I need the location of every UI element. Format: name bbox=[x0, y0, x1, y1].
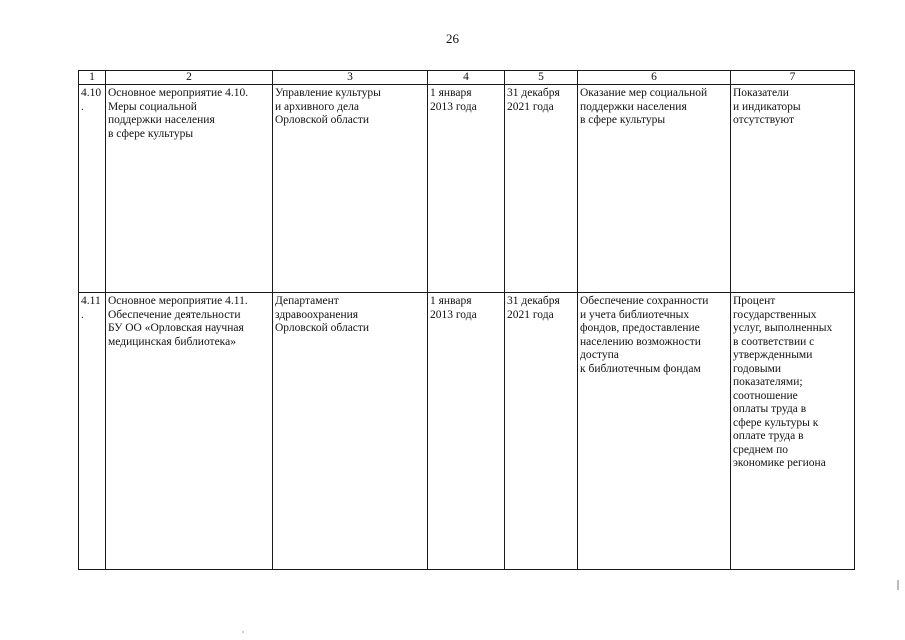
start-date-line: 2013 года bbox=[430, 308, 477, 321]
column-header-3: 3 bbox=[273, 71, 428, 85]
table-header-row bbox=[79, 71, 855, 85]
indicators-line: Процент bbox=[733, 295, 776, 307]
column-header-1: 1 bbox=[79, 71, 106, 85]
indicators-line: утвержденными bbox=[733, 349, 813, 361]
indicators-line: и индикаторы bbox=[733, 100, 801, 113]
end-date-line: 2021 года bbox=[507, 308, 554, 321]
indicators-line: в соответствии с bbox=[733, 335, 815, 348]
measure-name-line: Основное мероприятие 4.10. bbox=[108, 87, 249, 99]
executor-line: здравоохранения bbox=[275, 308, 359, 321]
page-number: 26 bbox=[446, 31, 459, 46]
expected-result-line: Оказание мер социальной bbox=[580, 87, 708, 99]
executor-line: Орловской области bbox=[275, 114, 370, 126]
indicators-line: государственных bbox=[733, 308, 817, 321]
indicators-cell bbox=[731, 85, 855, 293]
indicators-line: оплате труда в bbox=[733, 430, 804, 442]
expected-result-line: поддержки населения bbox=[580, 100, 687, 113]
expected-result-cell bbox=[578, 85, 731, 293]
start-date-line: 2013 года bbox=[430, 100, 477, 113]
indicators-line: годовыми bbox=[733, 362, 782, 375]
measure-name-line: Меры социальной bbox=[108, 100, 197, 113]
indicators-line: услуг, выполненных bbox=[733, 322, 833, 334]
expected-result-cell bbox=[578, 293, 731, 570]
measure-name-line: Обеспечение деятельности bbox=[108, 308, 241, 321]
start-date-cell bbox=[428, 85, 505, 293]
indicators-line: сфере культуры к bbox=[733, 416, 819, 429]
expected-result-line: населению возможности bbox=[580, 335, 701, 348]
indicators-line: соотношение bbox=[733, 389, 798, 402]
indicators-line: Показатели bbox=[733, 87, 789, 99]
start-date-line: 1 января bbox=[430, 87, 472, 99]
indicators-line: среднем по bbox=[733, 443, 788, 456]
expected-result-line: к библиотечным фондам bbox=[580, 362, 701, 375]
indicators-line: экономике региона bbox=[733, 457, 826, 469]
measure-name-line: поддержки населения bbox=[108, 114, 215, 126]
measure-name-line: Основное мероприятие 4.11. bbox=[108, 295, 248, 307]
table-row bbox=[79, 293, 855, 570]
start-date-line: 1 января bbox=[430, 295, 472, 307]
expected-result-line: доступа bbox=[580, 349, 619, 361]
executor-line: и архивного дела bbox=[275, 100, 359, 113]
executor-cell bbox=[273, 85, 428, 293]
start-date-cell bbox=[428, 293, 505, 570]
indicators-line: отсутствуют bbox=[733, 114, 795, 126]
scan-edge-mark bbox=[897, 580, 899, 590]
expected-result-line: фондов, предоставление bbox=[580, 322, 700, 334]
executor-line: Департамент bbox=[275, 295, 339, 307]
table-row bbox=[79, 85, 855, 293]
executor-cell bbox=[273, 293, 428, 570]
expected-result-line: и учета библиотечных bbox=[580, 308, 690, 321]
executor-line: Орловской области bbox=[275, 322, 370, 334]
column-header-2: 2 bbox=[106, 71, 273, 85]
expected-result-line: в сфере культуры bbox=[580, 114, 666, 126]
end-date-cell bbox=[505, 85, 578, 293]
executor-line: Управление культуры bbox=[275, 87, 381, 99]
column-header-7: 7 bbox=[731, 71, 855, 85]
scan-speck bbox=[242, 631, 244, 633]
measure-name-line: в сфере культуры bbox=[108, 127, 194, 140]
program-measures-table bbox=[78, 70, 855, 570]
indicators-line: показателями; bbox=[733, 376, 803, 388]
end-date-line: 31 декабря bbox=[507, 87, 560, 99]
indicators-line: оплаты труда в bbox=[733, 403, 807, 415]
indicators-cell bbox=[731, 293, 855, 570]
end-date-cell bbox=[505, 293, 578, 570]
end-date-line: 2021 года bbox=[507, 100, 554, 113]
measure-name-cell bbox=[106, 293, 273, 570]
expected-result-line: Обеспечение сохранности bbox=[580, 295, 709, 307]
column-header-5: 5 bbox=[505, 71, 578, 85]
column-header-6: 6 bbox=[578, 71, 731, 85]
row-number: 4.10. bbox=[79, 85, 106, 293]
row-number: 4.11. bbox=[79, 293, 106, 570]
end-date-line: 31 декабря bbox=[507, 295, 560, 307]
measure-name-line: медицинская библиотека» bbox=[108, 335, 236, 348]
measure-name-cell bbox=[106, 85, 273, 293]
measure-name-line: БУ ОО «Орловская научная bbox=[108, 322, 244, 334]
column-header-4: 4 bbox=[428, 71, 505, 85]
